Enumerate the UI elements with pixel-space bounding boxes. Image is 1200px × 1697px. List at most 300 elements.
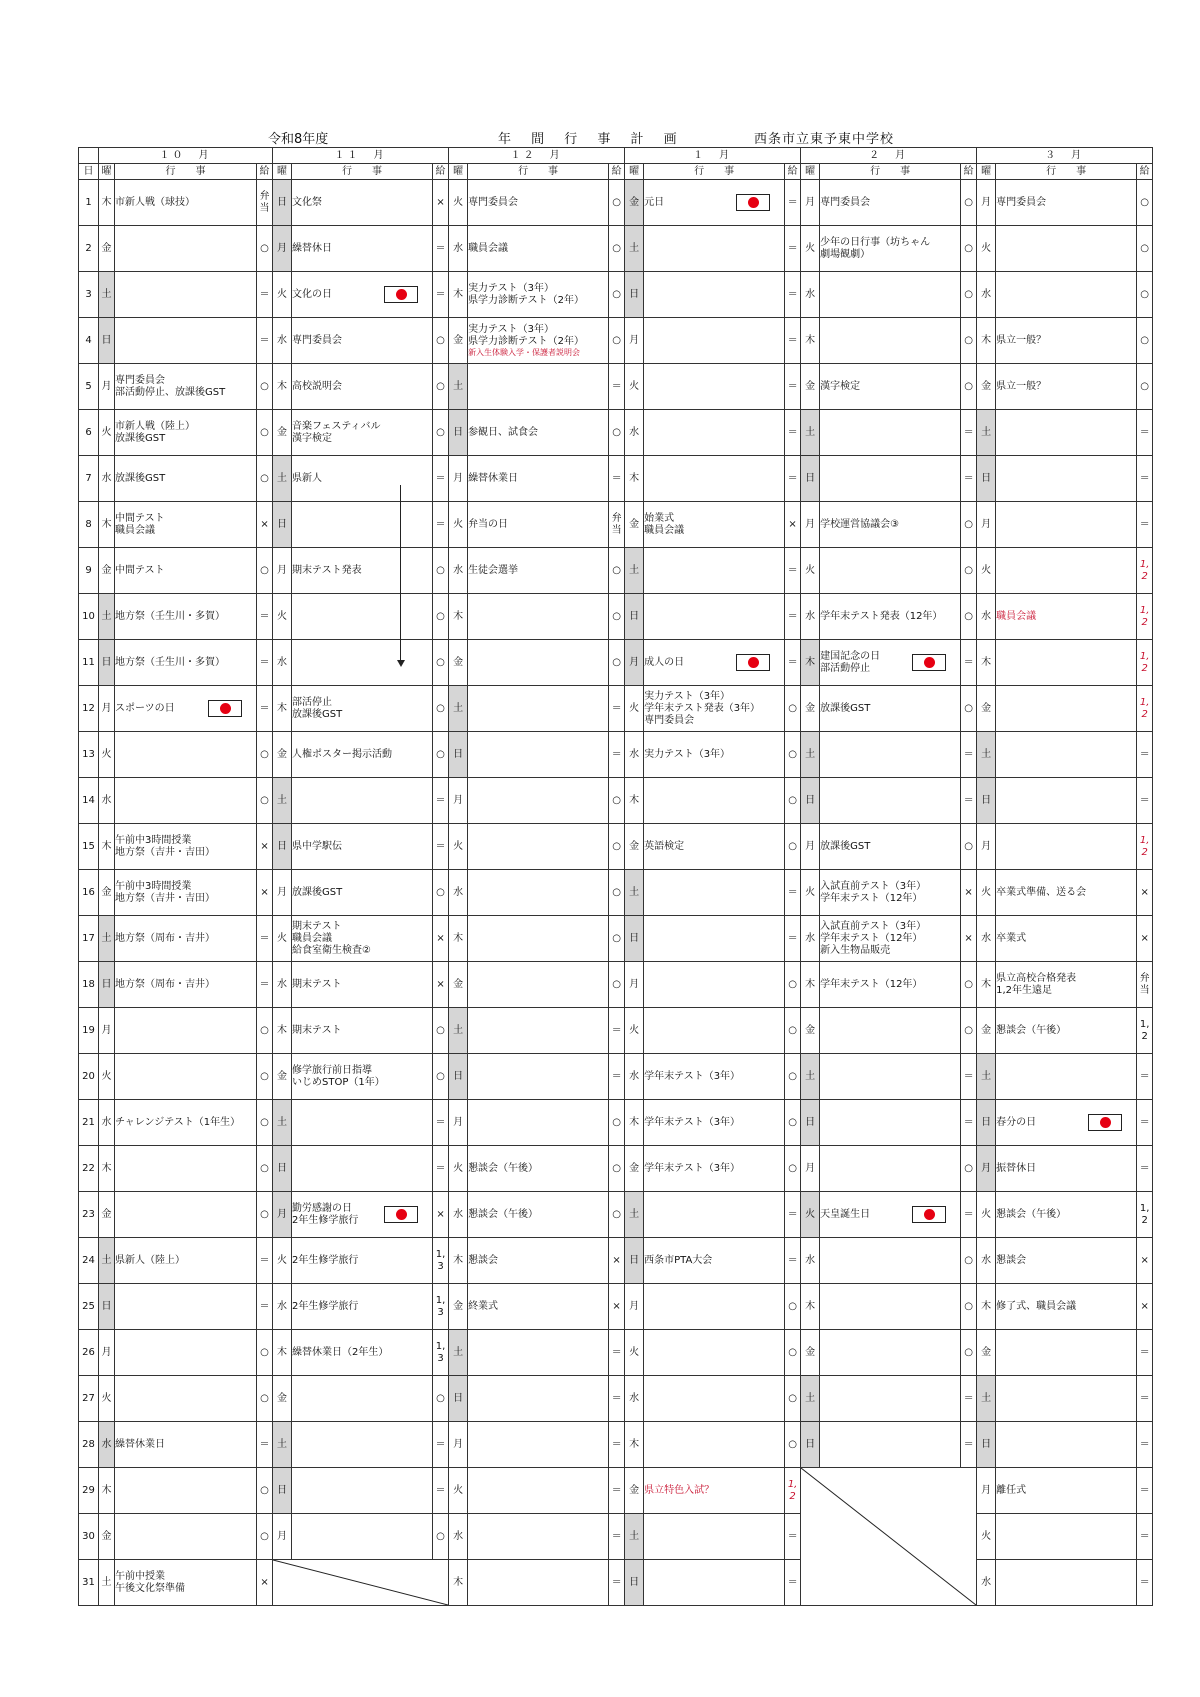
- lunch-cell: [785, 318, 801, 364]
- lunch-cell: [785, 778, 801, 824]
- event-cell: [468, 686, 609, 732]
- lunch-cell: [433, 318, 449, 364]
- event-cell: [996, 1146, 1137, 1192]
- lunch-mark: ×: [964, 886, 973, 898]
- lunch-mark: ＝: [963, 472, 974, 484]
- day-number: 18: [79, 962, 99, 1008]
- weekday-cell: 金: [625, 1146, 644, 1192]
- lunch-mark: ○: [260, 1116, 269, 1128]
- lunch-mark: ＝: [435, 518, 446, 530]
- event-cell: [996, 410, 1137, 456]
- weekday-cell: 月: [273, 226, 292, 272]
- weekday-cell: 月: [449, 1422, 468, 1468]
- lunch-cell: [257, 226, 273, 272]
- event-cell: [820, 686, 961, 732]
- event-text: 県立一般？: [996, 380, 1047, 392]
- event-text: 実力テスト（3年）: [468, 324, 555, 335]
- day-number: 21: [79, 1100, 99, 1146]
- lunch-mark: ＝: [611, 472, 622, 484]
- event-cell: [820, 1146, 961, 1192]
- event-cell: [292, 1054, 433, 1100]
- lunch-cell: [961, 1284, 977, 1330]
- weekday-cell: 木: [99, 180, 115, 226]
- event-header: 行 事: [820, 164, 961, 180]
- weekday-cell: 金: [99, 1514, 115, 1560]
- lunch-mark: ＝: [435, 794, 446, 806]
- day-row: [79, 1008, 1153, 1054]
- weekday-cell: 火: [801, 1192, 820, 1238]
- lunch-mark: ＝: [963, 426, 974, 438]
- weekday-cell: 火: [99, 732, 115, 778]
- lunch-mark: ○: [260, 794, 269, 806]
- lunch-mark: ○: [260, 1024, 269, 1036]
- event-cell: [820, 916, 961, 962]
- lunch-cell: [257, 410, 273, 456]
- lunch-cell: [785, 1008, 801, 1054]
- lunch-mark: ○: [260, 1484, 269, 1496]
- lunch-cell: [609, 686, 625, 732]
- lunch-mark: ○: [612, 656, 621, 668]
- event-cell: [996, 1192, 1137, 1238]
- event-cell: [292, 272, 433, 318]
- lunch-cell: [433, 1192, 449, 1238]
- weekday-cell: 土: [273, 1100, 292, 1146]
- lunch-cell: [609, 1008, 625, 1054]
- weekday-cell: 日: [801, 456, 820, 502]
- lunch-mark: ○: [964, 1162, 973, 1174]
- lunch-mark: ○: [788, 1024, 797, 1036]
- lunch-mark: ＝: [787, 472, 798, 484]
- lunch-mark: ○: [260, 242, 269, 254]
- event-cell: [644, 1192, 785, 1238]
- lunch-cell: [257, 1514, 273, 1560]
- title-row: [78, 128, 1124, 146]
- lunch-cell: [961, 1330, 977, 1376]
- weekday-cell: 金: [801, 1008, 820, 1054]
- japan-flag-icon: [736, 194, 770, 211]
- weekday-cell: 日: [99, 1284, 115, 1330]
- lunch-cell: [609, 1284, 625, 1330]
- lunch-cell: [609, 272, 625, 318]
- event-header: 行 事: [292, 164, 433, 180]
- event-header: 行 事: [468, 164, 609, 180]
- event-cell: [115, 1468, 257, 1514]
- lunch-cell: [1137, 456, 1153, 502]
- japan-flag-icon: [384, 286, 418, 303]
- lunch-mark: ○: [964, 610, 973, 622]
- weekday-cell: 土: [625, 870, 644, 916]
- weekday-cell: 木: [449, 1238, 468, 1284]
- lunch-mark: ×: [436, 932, 445, 944]
- weekday-cell: 火: [273, 916, 292, 962]
- weekday-cell: 土: [449, 1330, 468, 1376]
- lunch-cell: [1137, 1100, 1153, 1146]
- lunch-cell: [785, 1054, 801, 1100]
- lunch-cell: [257, 318, 273, 364]
- lunch-mark: 1,3: [435, 1340, 446, 1364]
- lunch-cell: [961, 824, 977, 870]
- lunch-mark: ＝: [787, 886, 798, 898]
- event-text: 参観日、試食会: [468, 426, 539, 438]
- lunch-mark: ＝: [259, 1438, 270, 1450]
- lunch-mark: ＝: [963, 656, 974, 668]
- event-cell: [644, 1054, 785, 1100]
- weekday-cell: 土: [977, 1054, 996, 1100]
- event-cell: [644, 180, 785, 226]
- event-cell: [820, 1008, 961, 1054]
- lunch-mark: ○: [436, 380, 445, 392]
- event-text: 学年末テスト（12年）: [820, 932, 923, 944]
- lunch-cell: [961, 1422, 977, 1468]
- weekday-cell: 月: [99, 686, 115, 732]
- lunch-mark: ＝: [259, 1300, 270, 1312]
- lunch-cell: [433, 916, 449, 962]
- lunch-mark: ×: [260, 886, 269, 898]
- event-text: 懇談会（午後）: [468, 1162, 539, 1174]
- event-cell: [644, 318, 785, 364]
- weekday-cell: 金: [801, 1330, 820, 1376]
- lunch-mark: ＝: [1139, 1346, 1150, 1358]
- lunch-cell: [433, 1008, 449, 1054]
- event-cell: [820, 272, 961, 318]
- month-header: １ 月: [625, 148, 801, 164]
- lunch-mark: ＝: [963, 1438, 974, 1450]
- school-name: 西条市立東予東中学校: [754, 132, 895, 147]
- event-text: 職員会議: [644, 524, 685, 536]
- event-text: 専門委員会: [115, 374, 165, 386]
- lunch-cell: [257, 1238, 273, 1284]
- lunch-header: 給: [609, 164, 625, 180]
- day-number: 25: [79, 1284, 99, 1330]
- month-header: １１ 月: [273, 148, 449, 164]
- event-cell: [292, 1238, 433, 1284]
- lunch-cell: [785, 1192, 801, 1238]
- day-row: [79, 640, 1153, 686]
- lunch-mark: ○: [612, 978, 621, 990]
- event-cell: [996, 1560, 1137, 1606]
- lunch-mark: ○: [260, 426, 269, 438]
- weekday-cell: 月: [273, 870, 292, 916]
- lunch-mark: ＝: [435, 242, 446, 254]
- weekday-cell: 金: [99, 548, 115, 594]
- weekday-header: 曜: [625, 164, 644, 180]
- weekday-cell: 火: [977, 1192, 996, 1238]
- event-cell: [644, 272, 785, 318]
- lunch-mark: ×: [1140, 886, 1149, 898]
- weekday-cell: 水: [449, 1192, 468, 1238]
- day-row: [79, 1238, 1153, 1284]
- day-row: [79, 1284, 1153, 1330]
- weekday-cell: 金: [99, 1192, 115, 1238]
- event-text: 人権ポスター掲示活動: [292, 748, 393, 760]
- lunch-cell: [785, 1468, 801, 1514]
- lunch-mark: ○: [964, 1346, 973, 1358]
- day-number: 10: [79, 594, 99, 640]
- lunch-cell: [609, 180, 625, 226]
- weekday-cell: 木: [99, 824, 115, 870]
- event-cell: [820, 962, 961, 1008]
- weekday-cell: 土: [801, 1376, 820, 1422]
- day-number: 5: [79, 364, 99, 410]
- lunch-cell: [785, 1238, 801, 1284]
- event-cell: [468, 732, 609, 778]
- lunch-cell: [1137, 1468, 1153, 1514]
- day-row: [79, 180, 1153, 226]
- weekday-cell: 火: [801, 226, 820, 272]
- lunch-cell: [961, 640, 977, 686]
- lunch-cell: [433, 962, 449, 1008]
- weekday-cell: 日: [625, 916, 644, 962]
- lunch-cell: [257, 824, 273, 870]
- weekday-cell: 金: [977, 1008, 996, 1054]
- weekday-cell: 日: [801, 1100, 820, 1146]
- weekday-cell: 木: [977, 1284, 996, 1330]
- event-text: 地方祭（壬生川・多賀）: [115, 656, 225, 668]
- event-text: 給食室衛生検査②: [292, 944, 371, 956]
- event-cell: [996, 548, 1137, 594]
- lunch-cell: [257, 1422, 273, 1468]
- event-cell: [292, 410, 433, 456]
- event-text: 職員会議: [996, 610, 1037, 622]
- weekday-cell: 金: [449, 962, 468, 1008]
- day-number: 4: [79, 318, 99, 364]
- event-cell: [820, 778, 961, 824]
- lunch-cell: [1137, 1422, 1153, 1468]
- lunch-cell: [609, 916, 625, 962]
- weekday-cell: 水: [449, 548, 468, 594]
- day-row: [79, 502, 1153, 548]
- event-cell: [292, 1100, 433, 1146]
- event-cell: [115, 1192, 257, 1238]
- event-text: 実力テスト（3年）: [644, 690, 731, 702]
- event-cell: [115, 778, 257, 824]
- lunch-cell: [785, 226, 801, 272]
- day-number: 31: [79, 1560, 99, 1606]
- day-number: 16: [79, 870, 99, 916]
- lunch-cell: [609, 502, 625, 548]
- event-cell: [820, 1330, 961, 1376]
- month-header: １２ 月: [449, 148, 625, 164]
- lunch-cell: [609, 1376, 625, 1422]
- event-text: 勤労感謝の日: [292, 1202, 353, 1214]
- weekday-cell: 日: [625, 272, 644, 318]
- weekday-cell: 月: [977, 1146, 996, 1192]
- weekday-cell: 日: [449, 410, 468, 456]
- lunch-mark: ＝: [963, 748, 974, 760]
- event-text: 繰替休日: [292, 242, 333, 254]
- event-header: 行 事: [115, 164, 257, 180]
- lunch-cell: [1137, 226, 1153, 272]
- weekday-cell: 水: [449, 870, 468, 916]
- event-text: 職員会議: [115, 524, 155, 536]
- event-cell: [292, 686, 433, 732]
- event-cell: [115, 1008, 257, 1054]
- lunch-mark: ＝: [1139, 1070, 1150, 1082]
- weekday-cell: 水: [801, 594, 820, 640]
- lunch-cell: [961, 456, 977, 502]
- event-cell: [468, 962, 609, 1008]
- weekday-cell: 木: [273, 1008, 292, 1054]
- lunch-mark: ○: [964, 1024, 973, 1036]
- lunch-cell: [785, 1284, 801, 1330]
- lunch-cell: [785, 732, 801, 778]
- event-cell: [468, 364, 609, 410]
- lunch-cell: [1137, 1192, 1153, 1238]
- weekday-cell: 月: [273, 1192, 292, 1238]
- lunch-mark: ○: [260, 1162, 269, 1174]
- lunch-mark: ＝: [259, 334, 270, 346]
- lunch-cell: [433, 1054, 449, 1100]
- lunch-mark: ○: [964, 564, 973, 576]
- event-cell: [468, 1100, 609, 1146]
- weekday-cell: 月: [99, 1330, 115, 1376]
- event-cell: [820, 640, 961, 686]
- event-text: 1,2年生遠足: [996, 984, 1053, 996]
- event-cell: [115, 456, 257, 502]
- lunch-mark: ＝: [963, 1070, 974, 1082]
- event-header: 行 事: [644, 164, 785, 180]
- lunch-header: 給: [257, 164, 273, 180]
- weekday-cell: 日: [273, 824, 292, 870]
- lunch-cell: [961, 1192, 977, 1238]
- event-cell: [292, 1330, 433, 1376]
- lunch-mark: ＝: [963, 794, 974, 806]
- event-cell: [820, 732, 961, 778]
- event-text: 県学力診断テスト（2年）: [468, 336, 585, 347]
- weekday-cell: 金: [801, 364, 820, 410]
- lunch-cell: [433, 364, 449, 410]
- event-text: 中間テスト: [115, 564, 165, 576]
- day-number: 15: [79, 824, 99, 870]
- event-cell: [820, 410, 961, 456]
- lunch-cell: [961, 1100, 977, 1146]
- lunch-mark: ＝: [435, 840, 446, 852]
- lunch-mark: ＝: [1139, 1392, 1150, 1404]
- lunch-mark: ○: [436, 334, 445, 346]
- event-cell: [468, 1192, 609, 1238]
- weekday-cell: 土: [801, 1054, 820, 1100]
- event-cell: [468, 410, 609, 456]
- lunch-cell: [609, 318, 625, 364]
- lunch-cell: [433, 1330, 449, 1376]
- event-cell: [644, 870, 785, 916]
- lunch-cell: [257, 1100, 273, 1146]
- weekday-cell: 土: [449, 364, 468, 410]
- lunch-mark: ＝: [611, 1070, 622, 1082]
- lunch-cell: [1137, 180, 1153, 226]
- lunch-header: 給: [785, 164, 801, 180]
- weekday-cell: 水: [99, 778, 115, 824]
- lunch-cell: [1137, 778, 1153, 824]
- event-text: 職員会議: [468, 242, 509, 254]
- event-text: 繰替休業日: [115, 1438, 165, 1450]
- lunch-cell: [1137, 916, 1153, 962]
- lunch-mark: ○: [436, 1392, 445, 1404]
- event-cell: [644, 1146, 785, 1192]
- annual-event-calendar: [78, 147, 1153, 1606]
- lunch-cell: [609, 1514, 625, 1560]
- lunch-mark: ＝: [435, 472, 446, 484]
- event-text: 放課後GST: [820, 702, 871, 714]
- lunch-mark: ○: [1140, 288, 1149, 300]
- lunch-cell: [257, 1468, 273, 1514]
- day-header: 日: [79, 164, 99, 180]
- day-row: [79, 1054, 1153, 1100]
- lunch-cell: [961, 272, 977, 318]
- lunch-cell: [785, 1514, 801, 1560]
- lunch-cell: [433, 1514, 449, 1560]
- event-cell: [115, 686, 257, 732]
- lunch-cell: [1137, 1008, 1153, 1054]
- lunch-mark: ×: [1140, 1254, 1149, 1266]
- weekday-cell: 木: [977, 318, 996, 364]
- event-note: 新入生体験入学・保護者説明会: [468, 348, 581, 357]
- event-cell: [644, 824, 785, 870]
- lunch-mark: ＝: [611, 380, 622, 392]
- weekday-cell: 水: [977, 1560, 996, 1606]
- weekday-cell: 火: [977, 226, 996, 272]
- weekday-cell: 木: [801, 1284, 820, 1330]
- weekday-cell: 水: [977, 594, 996, 640]
- event-cell: [996, 456, 1137, 502]
- weekday-cell: 土: [977, 410, 996, 456]
- lunch-cell: [257, 180, 273, 226]
- weekday-cell: 火: [625, 364, 644, 410]
- event-text: いじめSTOP（1年）: [292, 1076, 385, 1088]
- event-cell: [820, 1192, 961, 1238]
- event-text: 漢字検定: [292, 432, 333, 444]
- lunch-cell: [609, 640, 625, 686]
- event-cell: [115, 364, 257, 410]
- day-row: [79, 364, 1153, 410]
- lunch-mark: ＝: [435, 1162, 446, 1174]
- day-row: [79, 548, 1153, 594]
- event-cell: [644, 732, 785, 778]
- weekday-cell: 土: [449, 1008, 468, 1054]
- event-cell: [115, 1560, 257, 1606]
- lunch-mark: ○: [964, 242, 973, 254]
- event-text: 県立一般？: [996, 334, 1047, 346]
- event-cell: [644, 1330, 785, 1376]
- event-cell: [644, 1100, 785, 1146]
- lunch-mark: ×: [612, 1254, 621, 1266]
- weekday-cell: 金: [449, 1284, 468, 1330]
- lunch-mark: 1,2: [1139, 834, 1150, 858]
- lunch-mark: 1,2: [1139, 1018, 1150, 1042]
- lunch-cell: [785, 364, 801, 410]
- lunch-cell: [609, 226, 625, 272]
- weekday-cell: 日: [977, 456, 996, 502]
- lunch-mark: ○: [612, 426, 621, 438]
- event-cell: [820, 594, 961, 640]
- lunch-cell: [961, 226, 977, 272]
- lunch-cell: [609, 456, 625, 502]
- day-number: 6: [79, 410, 99, 456]
- event-text: 懇談会: [468, 1254, 499, 1266]
- weekday-cell: 火: [273, 272, 292, 318]
- lunch-mark: ＝: [963, 1116, 974, 1128]
- japan-flag-icon: [912, 654, 946, 671]
- event-cell: [644, 916, 785, 962]
- lunch-mark: ＝: [259, 702, 270, 714]
- lunch-mark: ○: [612, 1162, 621, 1174]
- day-row: [79, 1330, 1153, 1376]
- fiscal-year: 令和8年度: [268, 132, 329, 147]
- weekday-cell: 木: [273, 686, 292, 732]
- event-text: 放課後GST: [115, 432, 166, 444]
- lunch-cell: [433, 1376, 449, 1422]
- weekday-cell: 日: [801, 1422, 820, 1468]
